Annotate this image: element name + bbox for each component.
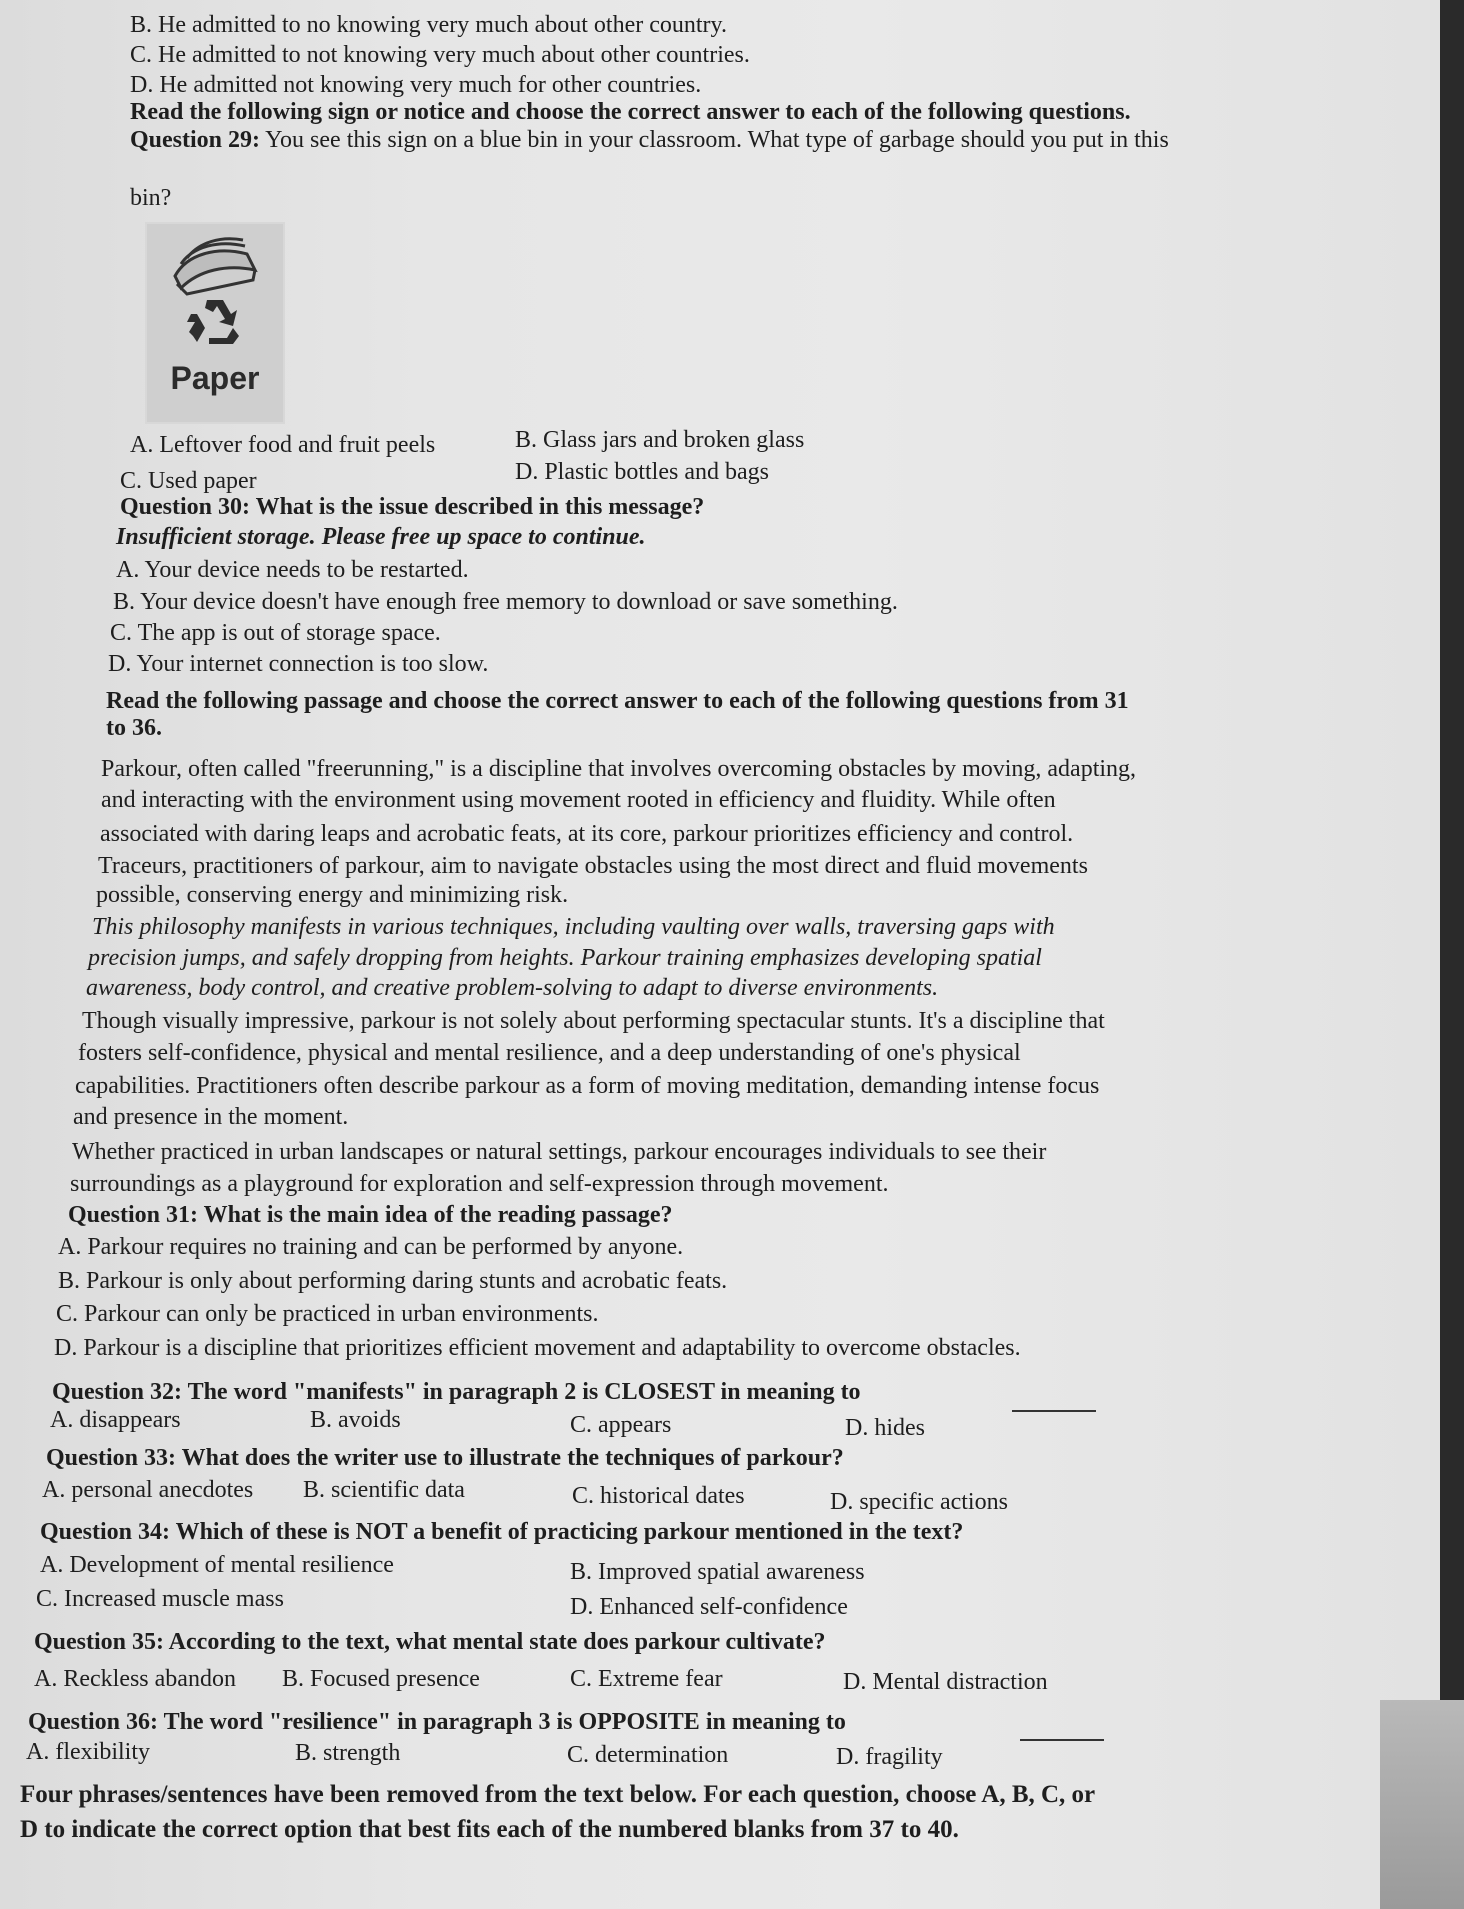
q29-option-a: A. Leftover food and fruit peels: [130, 432, 436, 458]
q35-stem: [34, 1627, 825, 1657]
q35-option-a: A. Reckless abandon: [34, 1666, 236, 1692]
passage-p3-line2: fosters self-confidence, physical and mental resilience, and a deep understanding of one's physical: [78, 1040, 1021, 1066]
q28-option-c: C. He admitted to not knowing very much about other countries.: [130, 42, 750, 68]
passage-p3-line1: Though visually impressive, parkour is not solely about performing spectacular stunts. It's a discipline that: [82, 1008, 1105, 1034]
q34-option-c: C. Increased muscle mass: [36, 1586, 284, 1612]
q35-option-b: B. Focused presence: [282, 1666, 480, 1692]
q36-stem-text: Question 36: The word "resilience" in paragraph 3 is OPPOSITE in meaning to: [28, 1709, 846, 1735]
passage-p4-line2: surroundings as a playground for exploration and self-expression through movement.: [70, 1171, 889, 1197]
q29-option-c: C. Used paper: [120, 468, 257, 494]
q31-stem: [68, 1200, 673, 1230]
q35-option-c: C. Extreme fear: [570, 1666, 723, 1692]
blanks-instruction-line1: Four phrases/sentences have been removed from the text below. For each question, choose A, B, C, or: [20, 1781, 1096, 1808]
passage-p1-line3: associated with daring leaps and acrobatic feats, at its core, parkour prioritizes efficiency and control.: [100, 821, 1074, 847]
passage-p2-line2: precision jumps, and safely dropping from heights. Parkour training emphasizes developing spatial: [88, 945, 1042, 971]
q35-stem-text: Question 35: According to the text, what mental state does parkour cultivate?: [34, 1629, 826, 1655]
passage-p3-line3: capabilities. Practitioners often describe parkour as a form of moving meditation, demanding intense focus: [75, 1073, 1100, 1099]
paper-recycling-sign: [145, 222, 285, 424]
passage-instruction-line2: to 36.: [106, 715, 162, 741]
q30-option-d: D. Your internet connection is too slow.: [108, 651, 489, 677]
q30-option-b: B. Your device doesn't have enough free memory to download or save something.: [113, 589, 898, 615]
passage-p1-line4: Traceurs, practitioners of parkour, aim to navigate obstacles using the most direct and fluid movements: [98, 853, 1088, 879]
q34-stem: [40, 1517, 963, 1547]
q36-answer-blank: [1020, 1739, 1104, 1741]
q34-stem-text: Question 34: Which of these is NOT a benefit of practicing parkour mentioned in the text?: [40, 1519, 964, 1545]
q32-option-a: A. disappears: [50, 1407, 181, 1433]
sign-section-instruction: Read the following sign or notice and choose the correct answer to each of the following questions.: [130, 99, 1131, 125]
q35-option-d: D. Mental distraction: [843, 1669, 1048, 1695]
q30-option-c: C. The app is out of storage space.: [110, 620, 441, 646]
q32-option-b: B. avoids: [310, 1407, 401, 1433]
q32-answer-blank: [1012, 1410, 1096, 1412]
q33-option-d: D. specific actions: [830, 1489, 1008, 1515]
passage-p1-line2: and interacting with the environment using movement rooted in efficiency and fluidity. While often: [101, 787, 1056, 813]
q31-option-a: A. Parkour requires no training and can be performed by anyone.: [58, 1234, 684, 1260]
passage-instruction-line1: Read the following passage and choose the correct answer to each of the following questions from 31: [106, 688, 1129, 714]
q33-stem: [46, 1443, 844, 1473]
q32-option-c: C. appears: [570, 1412, 672, 1438]
q32-stem-text: Question 32: The word "manifests" in paragraph 2 is CLOSEST in meaning to: [52, 1379, 861, 1405]
q30-message: Insufficient storage. Please free up space to continue.: [116, 524, 646, 550]
q33-option-a: A. personal anecdotes: [42, 1477, 254, 1503]
q29-stem-text: You see this sign on a blue bin in your classroom. What type of garbage should you put in this: [265, 127, 1169, 153]
q33-option-c: C. historical dates: [572, 1483, 745, 1509]
q33-option-b: B. scientific data: [303, 1477, 465, 1503]
q30-stem-text: Question 30: What is the issue described in this message?: [120, 494, 705, 520]
passage-p1-line5: possible, conserving energy and minimizing risk.: [96, 882, 569, 908]
blanks-instruction-line2: D to indicate the correct option that best fits each of the numbered blanks from 37 to 40.: [20, 1816, 959, 1843]
q31-option-c: C. Parkour can only be practiced in urban environments.: [56, 1301, 599, 1327]
q32-stem: [52, 1377, 861, 1407]
recycle-icon: [147, 292, 283, 352]
q33-stem-text: Question 33: What does the writer use to illustrate the techniques of parkour?: [46, 1445, 844, 1471]
q29-stem: Question 29: You see this sign on a blue bin in your classroom. What type of garbage should you put in this: [130, 127, 1169, 153]
passage-p4-line1: Whether practiced in urban landscapes or natural settings, parkour encourages individuals to see their: [72, 1139, 1047, 1165]
sign-label: Paper: [170, 360, 260, 396]
q29-option-d: D. Plastic bottles and bags: [515, 459, 769, 485]
q29-option-b: B. Glass jars and broken glass: [515, 427, 805, 453]
q36-option-b: B. strength: [295, 1740, 401, 1766]
passage-p2-line3: awareness, body control, and creative problem-solving to adapt to diverse environments.: [86, 975, 939, 1001]
q31-option-b: B. Parkour is only about performing daring stunts and acrobatic feats.: [58, 1268, 728, 1294]
q34-option-b: B. Improved spatial awareness: [570, 1559, 865, 1585]
passage-p3-line4: and presence in the moment.: [73, 1104, 349, 1130]
q30-stem: [120, 492, 704, 522]
q28-option-b: B. He admitted to no knowing very much about other country.: [130, 12, 727, 38]
q34-option-a: A. Development of mental resilience: [40, 1552, 394, 1578]
q30-option-a: A. Your device needs to be restarted.: [116, 557, 469, 583]
q36-option-d: D. fragility: [836, 1744, 943, 1770]
q34-option-d: D. Enhanced self-confidence: [570, 1594, 848, 1620]
q29-stem-continued: bin?: [130, 185, 172, 211]
q36-option-c: C. determination: [567, 1742, 729, 1768]
q36-option-a: A. flexibility: [26, 1739, 150, 1765]
q32-option-d: D. hides: [845, 1415, 925, 1441]
q31-stem-text: Question 31: What is the main idea of the reading passage?: [68, 1202, 673, 1228]
q28-option-d: D. He admitted not knowing very much for other countries.: [130, 72, 702, 98]
passage-p2-line1: This philosophy manifests in various techniques, including vaulting over walls, traversing gaps with: [92, 914, 1055, 940]
q31-option-d: D. Parkour is a discipline that prioritizes efficient movement and adaptability to overcome obstacles.: [54, 1335, 1021, 1361]
q36-stem: [28, 1707, 846, 1737]
passage-p1-line1: Parkour, often called "freerunning," is a discipline that involves overcoming obstacles by moving, adapting,: [101, 756, 1137, 782]
